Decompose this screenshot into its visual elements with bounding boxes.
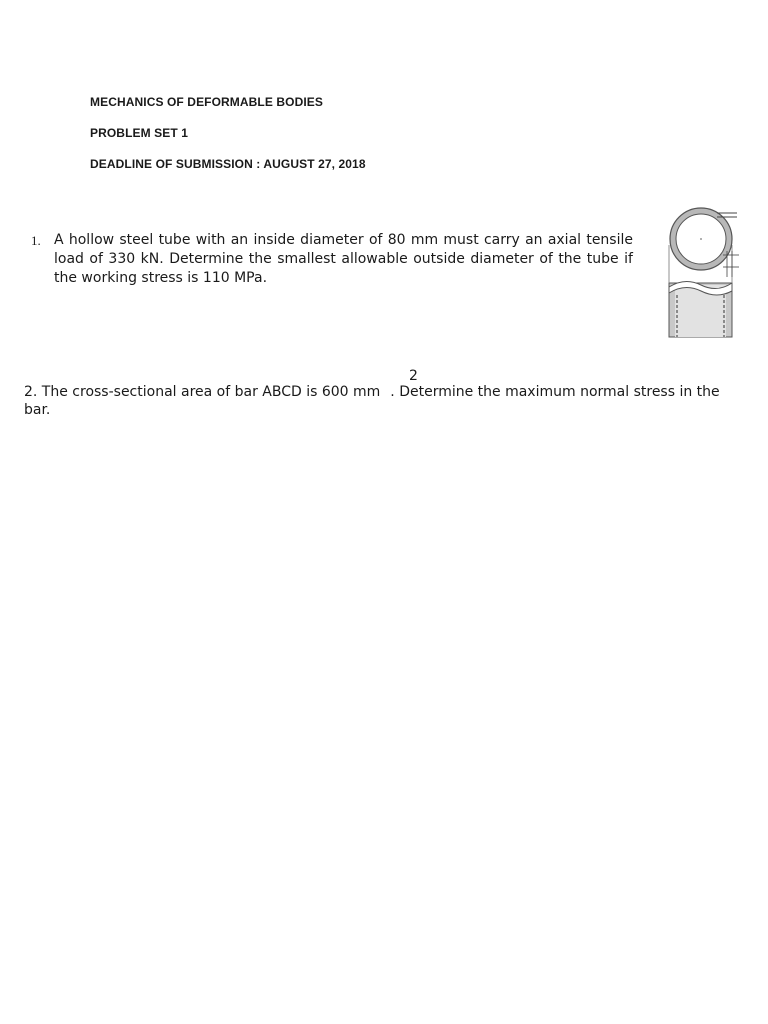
deadline-line: DEADLINE OF SUBMISSION : AUGUST 27, 2018: [90, 157, 366, 171]
problem-2-text-before: 2. The cross-sectional area of bar ABCD is 600 mm: [24, 384, 381, 400]
problem-2-text: [24, 383, 724, 419]
hollow-tube-icon: [661, 205, 741, 340]
problem-2-superscript: 2: [409, 368, 418, 384]
problem-set-title: PROBLEM SET 1: [90, 126, 188, 140]
problem-1-number: 1.: [31, 233, 41, 248]
course-title: MECHANICS OF DEFORMABLE BODIES: [90, 95, 324, 109]
problem-2-text-after: . Determine the maximum normal stress in the bar.: [24, 384, 720, 418]
problem-1-text: A hollow steel tube with an inside diameter of 80 mm must carry an axial tensile load of 330 kN. Determine the smallest allowable outside diameter of the tube if the working stress is 110 MPa.: [54, 232, 633, 286]
